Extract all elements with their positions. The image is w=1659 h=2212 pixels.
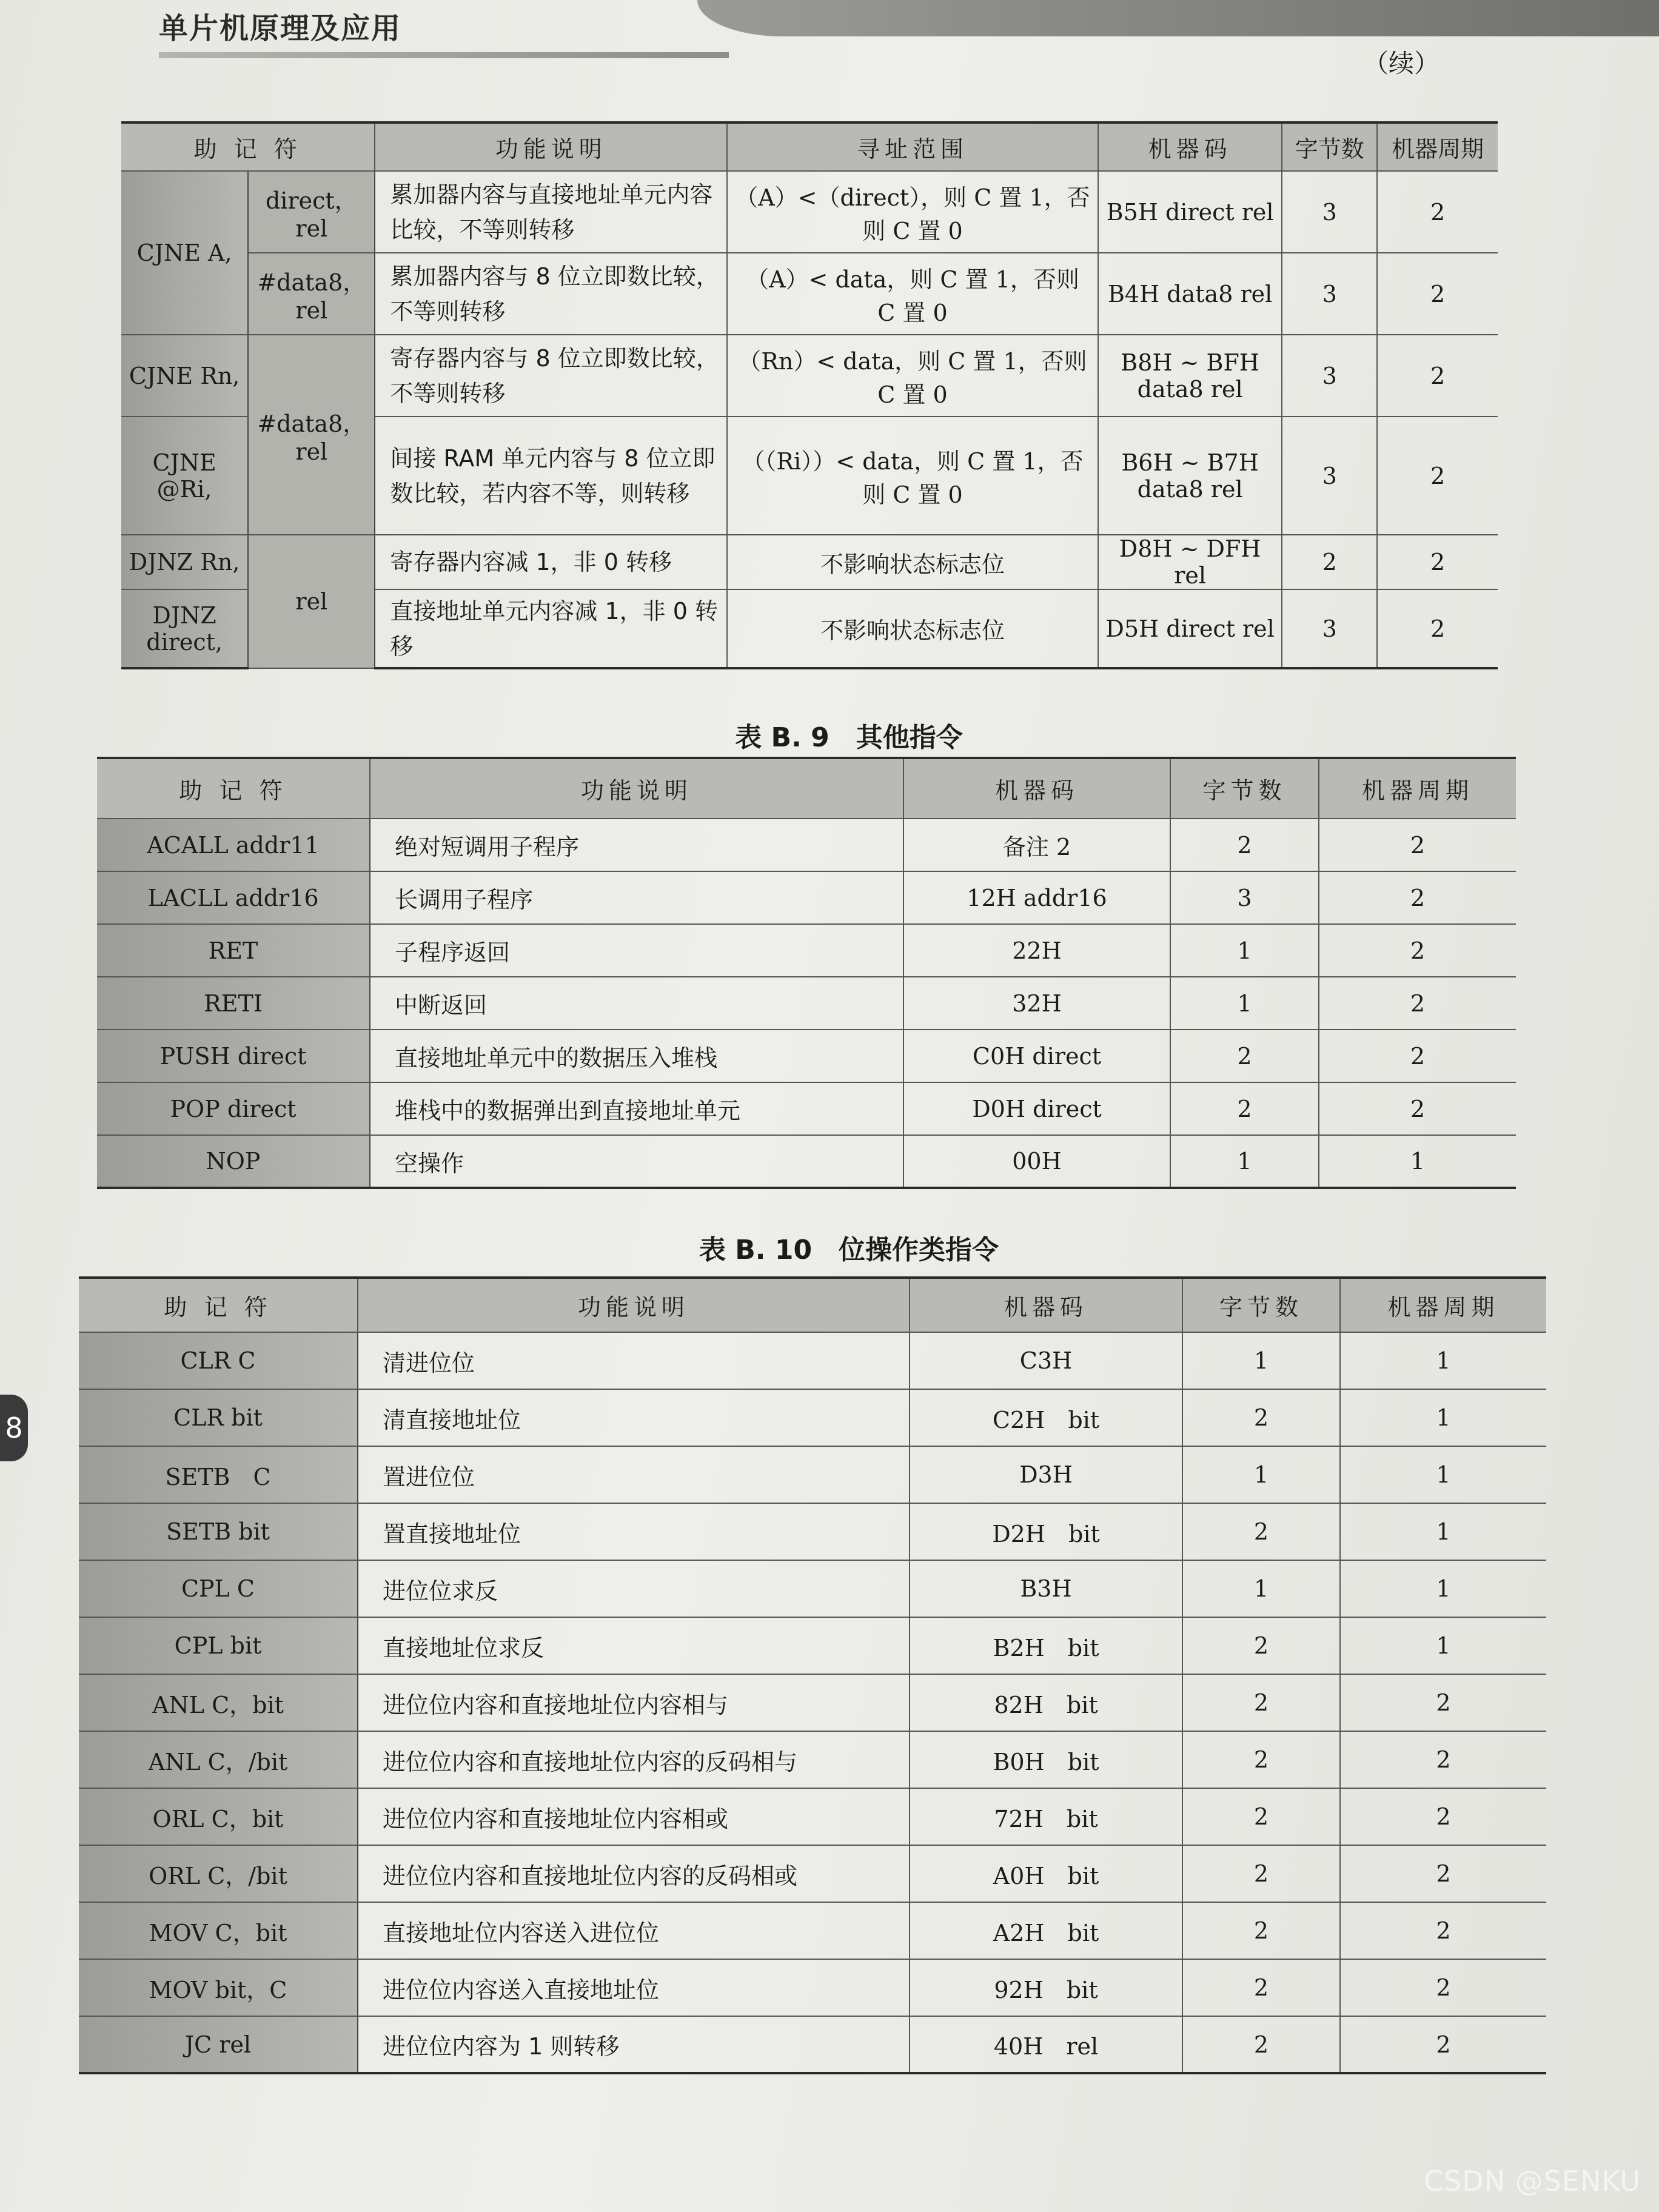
code-cell: A0H bit [910, 1845, 1182, 1902]
function-cell: 寄存器内容与 8 位立即数比较，不等则转移 [375, 335, 727, 417]
bytes-cell: 2 [1170, 1082, 1319, 1135]
bytes-cell: 2 [1182, 1731, 1340, 1788]
mnemonic-cell: DJNZ Rn, [121, 535, 248, 589]
code-cell: A2H bit [910, 1902, 1182, 1959]
table-continued [121, 121, 1498, 669]
cycles-cell: 2 [1340, 1902, 1546, 1959]
range-cell: （A）<（direct），则 C 置 1，否则 C 置 0 [727, 171, 1098, 253]
bytes-cell: 1 [1182, 1560, 1340, 1617]
table-row [121, 253, 1498, 335]
continued-note: （续） [1363, 49, 1440, 78]
function-cell: 进位位内容和直接地址位内容相或 [358, 1788, 910, 1845]
range-cell: 不影响状态标志位 [727, 535, 1098, 589]
function-cell: 置直接地址位 [358, 1503, 910, 1560]
bytes-cell: 2 [1182, 1902, 1340, 1959]
mnemonic-cell: CPL C [79, 1560, 358, 1617]
table-row [97, 1030, 1516, 1082]
code-cell: 32H [903, 977, 1170, 1030]
function-cell: 空操作 [370, 1135, 903, 1188]
cycles-cell: 1 [1340, 1332, 1546, 1389]
table-row [79, 1674, 1546, 1731]
mnemonic-cell: SETB bit [79, 1503, 358, 1560]
header-cycles: 机器周期 [1340, 1278, 1546, 1332]
table-row [97, 977, 1516, 1030]
function-cell: 清直接地址位 [358, 1389, 910, 1446]
mnemonic-cell: MOV bit，C [79, 1959, 358, 2016]
mnemonic-cell: NOP [97, 1135, 370, 1188]
bytes-cell: 1 [1170, 977, 1319, 1030]
code-cell: B6H ~ B7H data8 rel [1098, 417, 1282, 535]
function-cell: 累加器内容与 8 位立即数比较，不等则转移 [375, 253, 727, 335]
bytes-cell: 2 [1182, 1389, 1340, 1446]
table-row [79, 1560, 1546, 1617]
cycles-cell: 2 [1377, 253, 1498, 335]
header-decoration [697, 0, 1659, 36]
cycles-cell: 1 [1340, 1503, 1546, 1560]
code-cell: B0H bit [910, 1731, 1182, 1788]
cycles-cell: 1 [1340, 1617, 1546, 1674]
table-b9-caption: 表 B. 9 其他指令 [735, 722, 963, 753]
cycles-cell: 1 [1340, 1389, 1546, 1446]
bytes-cell: 2 [1182, 1503, 1340, 1560]
mnemonic-cell: SETB C [79, 1446, 358, 1503]
cycles-cell: 1 [1319, 1135, 1516, 1188]
mnemonic-cell: ACALL addr11 [97, 819, 370, 871]
range-cell: （Rn）< data，则 C 置 1，否则 C 置 0 [727, 335, 1098, 417]
mnemonic-cell: CJNE Rn, [121, 335, 248, 417]
header-code: 机器码 [903, 758, 1170, 819]
bytes-cell: 3 [1282, 335, 1377, 417]
function-cell: 间接 RAM 单元内容与 8 位立即数比较，若内容不等，则转移 [375, 417, 727, 535]
function-cell: 直接地址单元中的数据压入堆栈 [370, 1030, 903, 1082]
table-row [79, 1731, 1546, 1788]
mnemonic-cell: RET [97, 924, 370, 977]
function-cell: 置进位位 [358, 1446, 910, 1503]
mnemonic-cell: CJNE @Ri, [121, 417, 248, 535]
bytes-cell: 2 [1170, 1030, 1319, 1082]
table-row [121, 171, 1498, 253]
code-cell: 22H [903, 924, 1170, 977]
bytes-cell: 2 [1182, 2016, 1340, 2073]
header-bytes: 字节数 [1182, 1278, 1340, 1332]
cycles-cell: 2 [1319, 1030, 1516, 1082]
cycles-cell: 2 [1340, 2016, 1546, 2073]
range-cell: （A）< data，则 C 置 1，否则 C 置 0 [727, 253, 1098, 335]
function-cell: 进位位内容为 1 则转移 [358, 2016, 910, 2073]
header-bytes: 字节数 [1282, 122, 1377, 171]
bytes-cell: 1 [1182, 1332, 1340, 1389]
code-cell: D8H ~ DFH rel [1098, 535, 1282, 589]
watermark: CSDN @SENKU [1423, 2165, 1641, 2197]
function-cell: 进位位内容和直接地址位内容相与 [358, 1674, 910, 1731]
table-row [97, 871, 1516, 924]
table-row [79, 1902, 1546, 1959]
mnemonic-cell: PUSH direct [97, 1030, 370, 1082]
operand-cell: direct，rel [248, 171, 375, 253]
table-row [121, 535, 1498, 589]
mnemonic-cell: POP direct [97, 1082, 370, 1135]
function-cell: 直接地址位内容送入进位位 [358, 1902, 910, 1959]
mnemonic-cell: ANL C，/bit [79, 1731, 358, 1788]
function-cell: 进位位求反 [358, 1560, 910, 1617]
header-function: 功能说明 [375, 122, 727, 171]
cycles-cell: 2 [1377, 535, 1498, 589]
code-cell: B8H ~ BFH data8 rel [1098, 335, 1282, 417]
code-cell: D0H direct [903, 1082, 1170, 1135]
mnemonic-cell: JC rel [79, 2016, 358, 2073]
cycles-cell: 1 [1340, 1446, 1546, 1503]
bytes-cell: 1 [1170, 1135, 1319, 1188]
header-bytes: 字节数 [1170, 758, 1319, 819]
cycles-cell: 2 [1319, 977, 1516, 1030]
book-title: 单片机原理及应用 [159, 12, 402, 45]
mnemonic-cell: MOV C，bit [79, 1902, 358, 1959]
mnemonic-cell: CPL bit [79, 1617, 358, 1674]
cycles-cell: 1 [1340, 1560, 1546, 1617]
header-code: 机器码 [1098, 122, 1282, 171]
function-cell: 子程序返回 [370, 924, 903, 977]
function-cell: 清进位位 [358, 1332, 910, 1389]
table-b10 [79, 1276, 1546, 2074]
mnemonic-cell: ANL C，bit [79, 1674, 358, 1731]
table-row [97, 819, 1516, 871]
mnemonic-cell: DJNZ direct, [121, 589, 248, 668]
table-row [79, 1788, 1546, 1845]
bytes-cell: 2 [1182, 1674, 1340, 1731]
code-cell: 40H rel [910, 2016, 1182, 2073]
mnemonic-cell: CJNE A, [121, 171, 248, 335]
bytes-cell: 2 [1170, 819, 1319, 871]
header-range: 寻址范围 [727, 122, 1098, 171]
code-cell: D3H [910, 1446, 1182, 1503]
code-cell: C0H direct [903, 1030, 1170, 1082]
mnemonic-cell: ORL C，/bit [79, 1845, 358, 1902]
mnemonic-cell: LACLL addr16 [97, 871, 370, 924]
function-cell: 进位位内容和直接地址位内容的反码相或 [358, 1845, 910, 1902]
table-row [79, 1617, 1546, 1674]
header-mnemonic: 助 记 符 [79, 1278, 358, 1332]
code-cell: 82H bit [910, 1674, 1182, 1731]
cycles-cell: 2 [1377, 417, 1498, 535]
cycles-cell: 2 [1377, 589, 1498, 668]
bytes-cell: 1 [1182, 1446, 1340, 1503]
code-cell: 12H addr16 [903, 871, 1170, 924]
mnemonic-cell: CLR C [79, 1332, 358, 1389]
bytes-cell: 2 [1182, 1617, 1340, 1674]
table-row [97, 924, 1516, 977]
table-row [79, 1332, 1546, 1389]
table-row [97, 1082, 1516, 1135]
cycles-cell: 2 [1377, 171, 1498, 253]
function-cell: 进位位内容送入直接地址位 [358, 1959, 910, 2016]
operand-cell: #data8，rel [248, 253, 375, 335]
header-cycles: 机器周期 [1319, 758, 1516, 819]
code-cell: 00H [903, 1135, 1170, 1188]
header-cycles: 机器周期 [1377, 122, 1498, 171]
function-cell: 进位位内容和直接地址位内容的反码相与 [358, 1731, 910, 1788]
header-function: 功能说明 [370, 758, 903, 819]
operand-cell: rel [248, 535, 375, 668]
bytes-cell: 3 [1282, 417, 1377, 535]
code-cell: B2H bit [910, 1617, 1182, 1674]
cycles-cell: 2 [1319, 871, 1516, 924]
cycles-cell: 2 [1340, 1845, 1546, 1902]
header-function: 功能说明 [358, 1278, 910, 1332]
range-cell: （（Ri））< data，则 C 置 1，否则 C 置 0 [727, 417, 1098, 535]
range-cell: 不影响状态标志位 [727, 589, 1098, 668]
function-cell: 寄存器内容减 1，非 0 转移 [375, 535, 727, 589]
bytes-cell: 3 [1282, 171, 1377, 253]
cycles-cell: 2 [1340, 1674, 1546, 1731]
bytes-cell: 3 [1282, 253, 1377, 335]
table-row [79, 1446, 1546, 1503]
cycles-cell: 2 [1319, 819, 1516, 871]
code-cell: D5H direct rel [1098, 589, 1282, 668]
bytes-cell: 2 [1182, 1959, 1340, 2016]
table-row [121, 335, 1498, 417]
table-row [79, 1959, 1546, 2016]
code-cell: 92H bit [910, 1959, 1182, 2016]
bytes-cell: 3 [1282, 589, 1377, 668]
header-rule [159, 52, 729, 58]
chapter-tab: 8 [0, 1395, 28, 1461]
code-cell: 备注 2 [903, 819, 1170, 871]
function-cell: 中断返回 [370, 977, 903, 1030]
function-cell: 直接地址单元内容减 1，非 0 转移 [375, 589, 727, 668]
code-cell: C3H [910, 1332, 1182, 1389]
table-row [79, 1389, 1546, 1446]
header-code: 机器码 [910, 1278, 1182, 1332]
mnemonic-cell: ORL C，bit [79, 1788, 358, 1845]
table-b10-caption: 表 B. 10 位操作类指令 [699, 1235, 999, 1265]
table-row [79, 1845, 1546, 1902]
operand-cell: #data8，rel [248, 335, 375, 535]
table-row [79, 2016, 1546, 2073]
function-cell: 堆栈中的数据弹出到直接地址单元 [370, 1082, 903, 1135]
code-cell: B5H direct rel [1098, 171, 1282, 253]
bytes-cell: 3 [1170, 871, 1319, 924]
code-cell: C2H bit [910, 1389, 1182, 1446]
table-b9 [97, 757, 1516, 1189]
bytes-cell: 1 [1170, 924, 1319, 977]
code-cell: B3H [910, 1560, 1182, 1617]
function-cell: 长调用子程序 [370, 871, 903, 924]
table-row [79, 1503, 1546, 1560]
cycles-cell: 2 [1340, 1788, 1546, 1845]
header-mnemonic: 助 记 符 [121, 122, 375, 171]
cycles-cell: 2 [1340, 1959, 1546, 2016]
function-cell: 累加器内容与直接地址单元内容比较，不等则转移 [375, 171, 727, 253]
mnemonic-cell: RETI [97, 977, 370, 1030]
cycles-cell: 2 [1319, 1082, 1516, 1135]
bytes-cell: 2 [1282, 535, 1377, 589]
header-mnemonic: 助 记 符 [97, 758, 370, 819]
bytes-cell: 2 [1182, 1788, 1340, 1845]
code-cell: 72H bit [910, 1788, 1182, 1845]
mnemonic-cell: CLR bit [79, 1389, 358, 1446]
cycles-cell: 2 [1340, 1731, 1546, 1788]
function-cell: 绝对短调用子程序 [370, 819, 903, 871]
code-cell: B4H data8 rel [1098, 253, 1282, 335]
code-cell: D2H bit [910, 1503, 1182, 1560]
table-row [97, 1135, 1516, 1188]
cycles-cell: 2 [1319, 924, 1516, 977]
function-cell: 直接地址位求反 [358, 1617, 910, 1674]
cycles-cell: 2 [1377, 335, 1498, 417]
bytes-cell: 2 [1182, 1845, 1340, 1902]
